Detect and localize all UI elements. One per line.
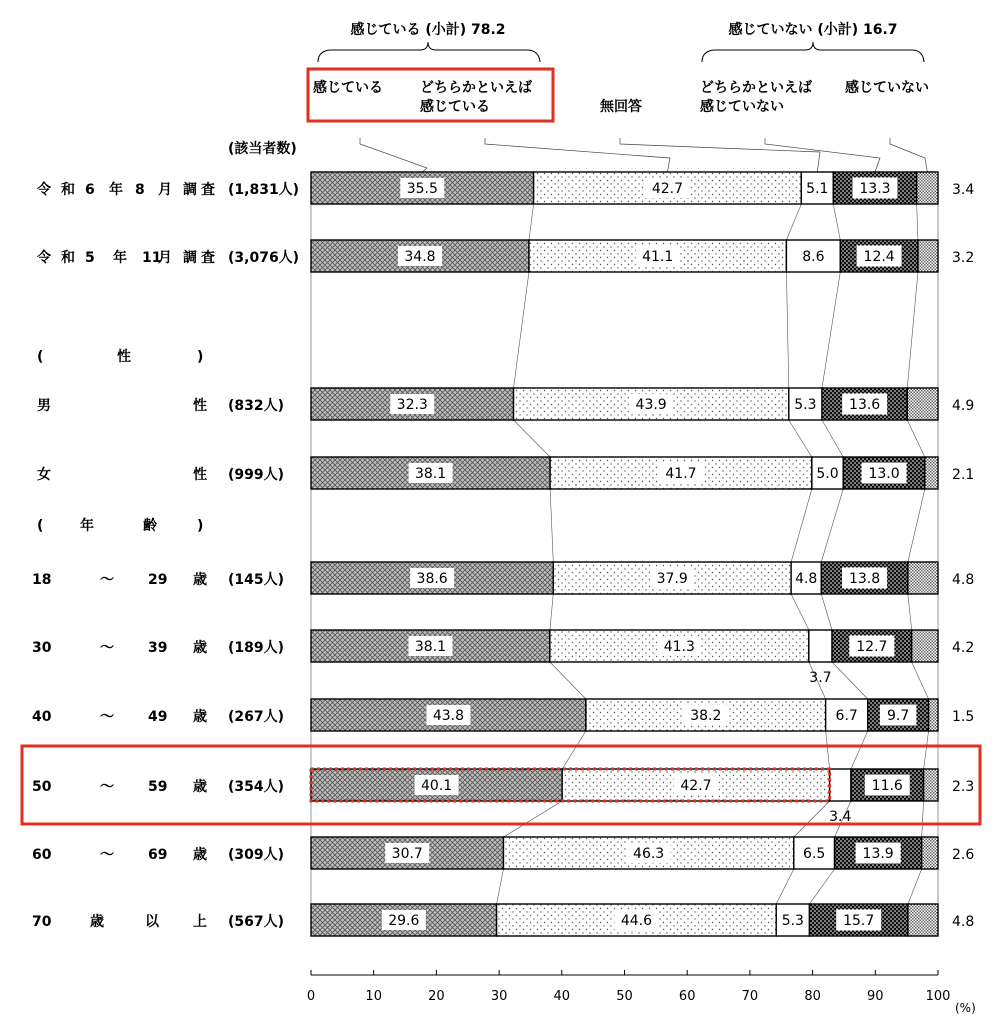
value-label: 3.2 (952, 250, 975, 266)
section-label-char: ) (197, 349, 204, 365)
row-count: (309人) (228, 847, 285, 863)
x-tick-label: 100 (925, 989, 951, 1004)
connector-line (791, 489, 812, 562)
section-label-char: 性 (117, 349, 131, 365)
row-count: (189人) (228, 640, 285, 656)
value-label: 4.8 (952, 572, 975, 588)
row-label-char: 〜 (100, 709, 114, 725)
connector-line (908, 489, 925, 562)
row-label-char: 以 (145, 914, 159, 930)
connector-line (821, 594, 832, 630)
row-label-char: 59 (148, 779, 168, 795)
row-label-char: 〜 (100, 640, 114, 656)
row-count: (1,831人) (228, 182, 300, 198)
row-label-char: 査 (201, 250, 215, 266)
bar-row (36, 240, 974, 272)
value-label: 35.5 (406, 181, 438, 197)
value-label: 13.0 (868, 466, 900, 482)
connector-line (550, 594, 553, 630)
x-axis (307, 970, 976, 1015)
bar-segment (809, 630, 832, 662)
connector-line (550, 662, 586, 699)
bar-row (32, 837, 974, 869)
legend-item-strong-no: 感じていない (845, 80, 929, 96)
row-count: (145人) (228, 572, 285, 588)
bar-segment (830, 769, 851, 801)
row-label-char: 令 (37, 182, 51, 198)
value-label: 3.4 (829, 809, 852, 825)
legend-leader-line (485, 138, 670, 172)
row-label-char: 〜 (100, 847, 114, 863)
connector-line (529, 204, 534, 240)
bar-segment (924, 769, 938, 801)
row-label-char: 女 (37, 467, 51, 483)
connector-line (832, 662, 868, 699)
value-label: 43.9 (635, 397, 667, 413)
section-label-char: 齢 (143, 518, 157, 534)
legend-leader-line (620, 138, 820, 172)
row-count: (3,076人) (228, 250, 300, 266)
bar-segment (929, 699, 938, 731)
row-label-char: 歳 (193, 847, 207, 863)
value-label: 12.7 (856, 639, 888, 655)
section-label-char: ( (37, 518, 44, 534)
legend-item-no-answer: 無回答 (600, 99, 642, 115)
value-label: 13.6 (849, 397, 881, 413)
x-tick-label: 90 (867, 989, 884, 1004)
bar-segment (908, 562, 938, 594)
x-tick-label: 30 (490, 989, 508, 1004)
row-label-char: 性 (193, 467, 207, 483)
x-tick-label: 60 (678, 989, 696, 1004)
connector-line (794, 801, 830, 837)
section-label-char: ( (37, 349, 44, 365)
row-label-char: 性 (193, 398, 207, 414)
bar-segment (907, 388, 938, 420)
x-tick-label: 70 (741, 989, 759, 1004)
value-label: 13.8 (848, 571, 881, 587)
legend-leader-line (890, 138, 927, 172)
connector-line (822, 272, 840, 388)
connector-line (514, 420, 551, 457)
value-label: 6.5 (803, 846, 826, 862)
row-label-char: 年 (113, 250, 127, 266)
row-label-char: 29 (148, 572, 168, 588)
row-label-char: 18 (32, 572, 52, 588)
value-label: 4.2 (952, 640, 975, 656)
value-label: 13.9 (862, 846, 894, 862)
row-label-char: 歳 (90, 914, 104, 930)
value-label: 43.8 (432, 708, 465, 724)
x-tick-label: 0 (306, 989, 316, 1004)
row-label-char: 〜 (100, 779, 114, 795)
bar-segment (908, 904, 938, 936)
bar-rows (22, 172, 980, 936)
connector-line (503, 801, 562, 837)
connector-line (514, 272, 529, 388)
connector-line (922, 801, 924, 837)
bar-row (32, 699, 974, 731)
row-label-char: 男 (37, 398, 51, 414)
connector-line (786, 204, 801, 240)
bar-segment (917, 172, 938, 204)
x-tick-label: 20 (428, 989, 445, 1004)
value-label: 34.8 (404, 249, 436, 265)
row-label-char: 上 (193, 914, 207, 930)
value-label: 42.7 (680, 778, 712, 794)
row-label-char: 49 (148, 709, 168, 725)
connector-line (786, 272, 788, 388)
connector-line (776, 869, 794, 904)
legend-brace (318, 42, 540, 62)
bar-row (37, 457, 974, 489)
row-label-char: 6 (85, 182, 95, 198)
value-label: 2.6 (952, 847, 975, 863)
value-label: 11.6 (871, 778, 903, 794)
row-label-char: 月 (158, 250, 172, 266)
row-label-char: 39 (148, 640, 168, 656)
connector-line (912, 662, 929, 699)
legend-group-positive: 感じている (小計) 78.2 (350, 22, 506, 38)
row-label-char: 〜 (100, 572, 114, 588)
value-label: 38.2 (690, 708, 722, 724)
legend-item-strong-yes: 感じている (313, 80, 383, 96)
legend (228, 21, 929, 172)
legend-item-somewhat-yes: 感じている (420, 99, 490, 115)
bar-segment (912, 630, 938, 662)
value-label: 46.3 (633, 846, 665, 862)
x-tick-label: 80 (804, 989, 821, 1004)
connector-line (826, 731, 830, 769)
bar-row (32, 904, 974, 936)
row-label-char: 60 (32, 847, 52, 863)
connector-line (908, 594, 912, 630)
value-label: 9.7 (887, 708, 910, 724)
bar-row (22, 746, 980, 825)
value-label: 4.8 (952, 914, 975, 930)
count-header: (該当者数) (228, 141, 297, 157)
row-label-char: 50 (32, 779, 52, 795)
row-label-char: 30 (32, 640, 52, 656)
value-label: 5.3 (781, 913, 804, 929)
value-label: 5.0 (816, 466, 839, 482)
row-label-char: 5 (85, 250, 95, 266)
value-label: 42.7 (651, 181, 684, 197)
value-label: 3.7 (809, 670, 832, 686)
value-label: 29.6 (388, 913, 420, 929)
x-unit-label: (%) (955, 1001, 976, 1015)
row-label-char: 年 (109, 182, 123, 198)
bar-row (36, 172, 974, 204)
value-label: 1.5 (952, 709, 975, 725)
connector-line (917, 204, 918, 240)
connector-line (809, 869, 834, 904)
row-label-char: 調 (183, 250, 197, 266)
bar-row (32, 630, 974, 686)
legend-item-somewhat-no: どちらかといえば (700, 80, 812, 96)
row-count: (567人) (228, 914, 285, 930)
value-label: 13.3 (859, 181, 891, 197)
x-tick-label: 10 (365, 989, 382, 1004)
value-label: 41.1 (642, 249, 674, 265)
legend-leader-line (360, 138, 427, 172)
value-label: 4.8 (795, 571, 818, 587)
connector-line (833, 204, 840, 240)
connector-line (907, 420, 925, 457)
value-label: 6.7 (835, 708, 858, 724)
value-label: 4.9 (952, 398, 975, 414)
value-label: 38.1 (414, 639, 447, 655)
row-count: (832人) (228, 398, 285, 414)
value-label: 2.3 (952, 779, 975, 795)
row-label-char: 月 (158, 182, 172, 198)
row-label-char: 70 (32, 914, 52, 930)
value-label: 2.1 (952, 467, 975, 483)
value-label: 41.7 (665, 466, 697, 482)
value-label: 37.9 (656, 571, 688, 587)
row-label-char: 40 (32, 709, 52, 725)
connector-line (789, 420, 812, 457)
row-label-char: 調 (183, 182, 197, 198)
row-label-char: 和 (61, 182, 75, 198)
row-label-char: 69 (148, 847, 168, 863)
value-label: 5.3 (794, 397, 817, 413)
row-label-char: 査 (201, 182, 215, 198)
x-tick-label: 40 (553, 989, 571, 1004)
row-count: (354人) (228, 779, 285, 795)
bar-segment (925, 457, 938, 489)
value-label: 5.1 (806, 181, 829, 197)
legend-group-negative: 感じていない (小計) 16.7 (728, 22, 898, 38)
row-label-char: 11 (142, 250, 162, 266)
connector-line (791, 594, 809, 630)
value-label: 15.7 (843, 913, 875, 929)
connector-line (851, 731, 868, 769)
row-count: (999人) (228, 467, 285, 483)
value-label: 38.1 (414, 466, 447, 482)
section-label-char: ) (197, 518, 204, 534)
legend-item-somewhat-yes: どちらかといえば (420, 80, 532, 96)
legend-leader-line (765, 138, 880, 172)
connector-line (924, 731, 929, 769)
bar-segment (918, 240, 938, 272)
bar-segment (922, 837, 938, 869)
row-count: (267人) (228, 709, 285, 725)
value-label: 8.6 (802, 249, 825, 265)
legend-brace (702, 42, 924, 62)
value-label: 40.1 (421, 778, 453, 794)
connector-line (908, 869, 922, 904)
row-label-char: 和 (61, 250, 75, 266)
row-label-char: 歳 (193, 572, 207, 588)
value-label: 32.3 (396, 397, 428, 413)
row-label-char: 8 (135, 182, 145, 198)
connector-line (550, 489, 553, 562)
bar-row (37, 388, 974, 420)
connector-line (821, 489, 843, 562)
value-label: 3.4 (952, 182, 975, 198)
x-tick-label: 50 (616, 989, 633, 1004)
connector-line (907, 272, 918, 388)
connector-line (822, 420, 843, 457)
value-label: 41.3 (663, 639, 695, 655)
value-label: 44.6 (620, 913, 652, 929)
row-label-char: 歳 (193, 640, 207, 656)
section-label-char: 年 (80, 518, 94, 534)
value-label: 30.7 (391, 846, 423, 862)
connector-line (497, 869, 504, 904)
legend-item-somewhat-no: 感じていない (700, 99, 784, 115)
value-label: 12.4 (863, 249, 895, 265)
bar-row (32, 562, 974, 594)
connector-line (562, 731, 586, 769)
row-label-char: 歳 (193, 709, 207, 725)
row-label-char: 歳 (193, 779, 207, 795)
row-label-char: 令 (37, 250, 51, 266)
value-label: 38.6 (416, 571, 448, 587)
